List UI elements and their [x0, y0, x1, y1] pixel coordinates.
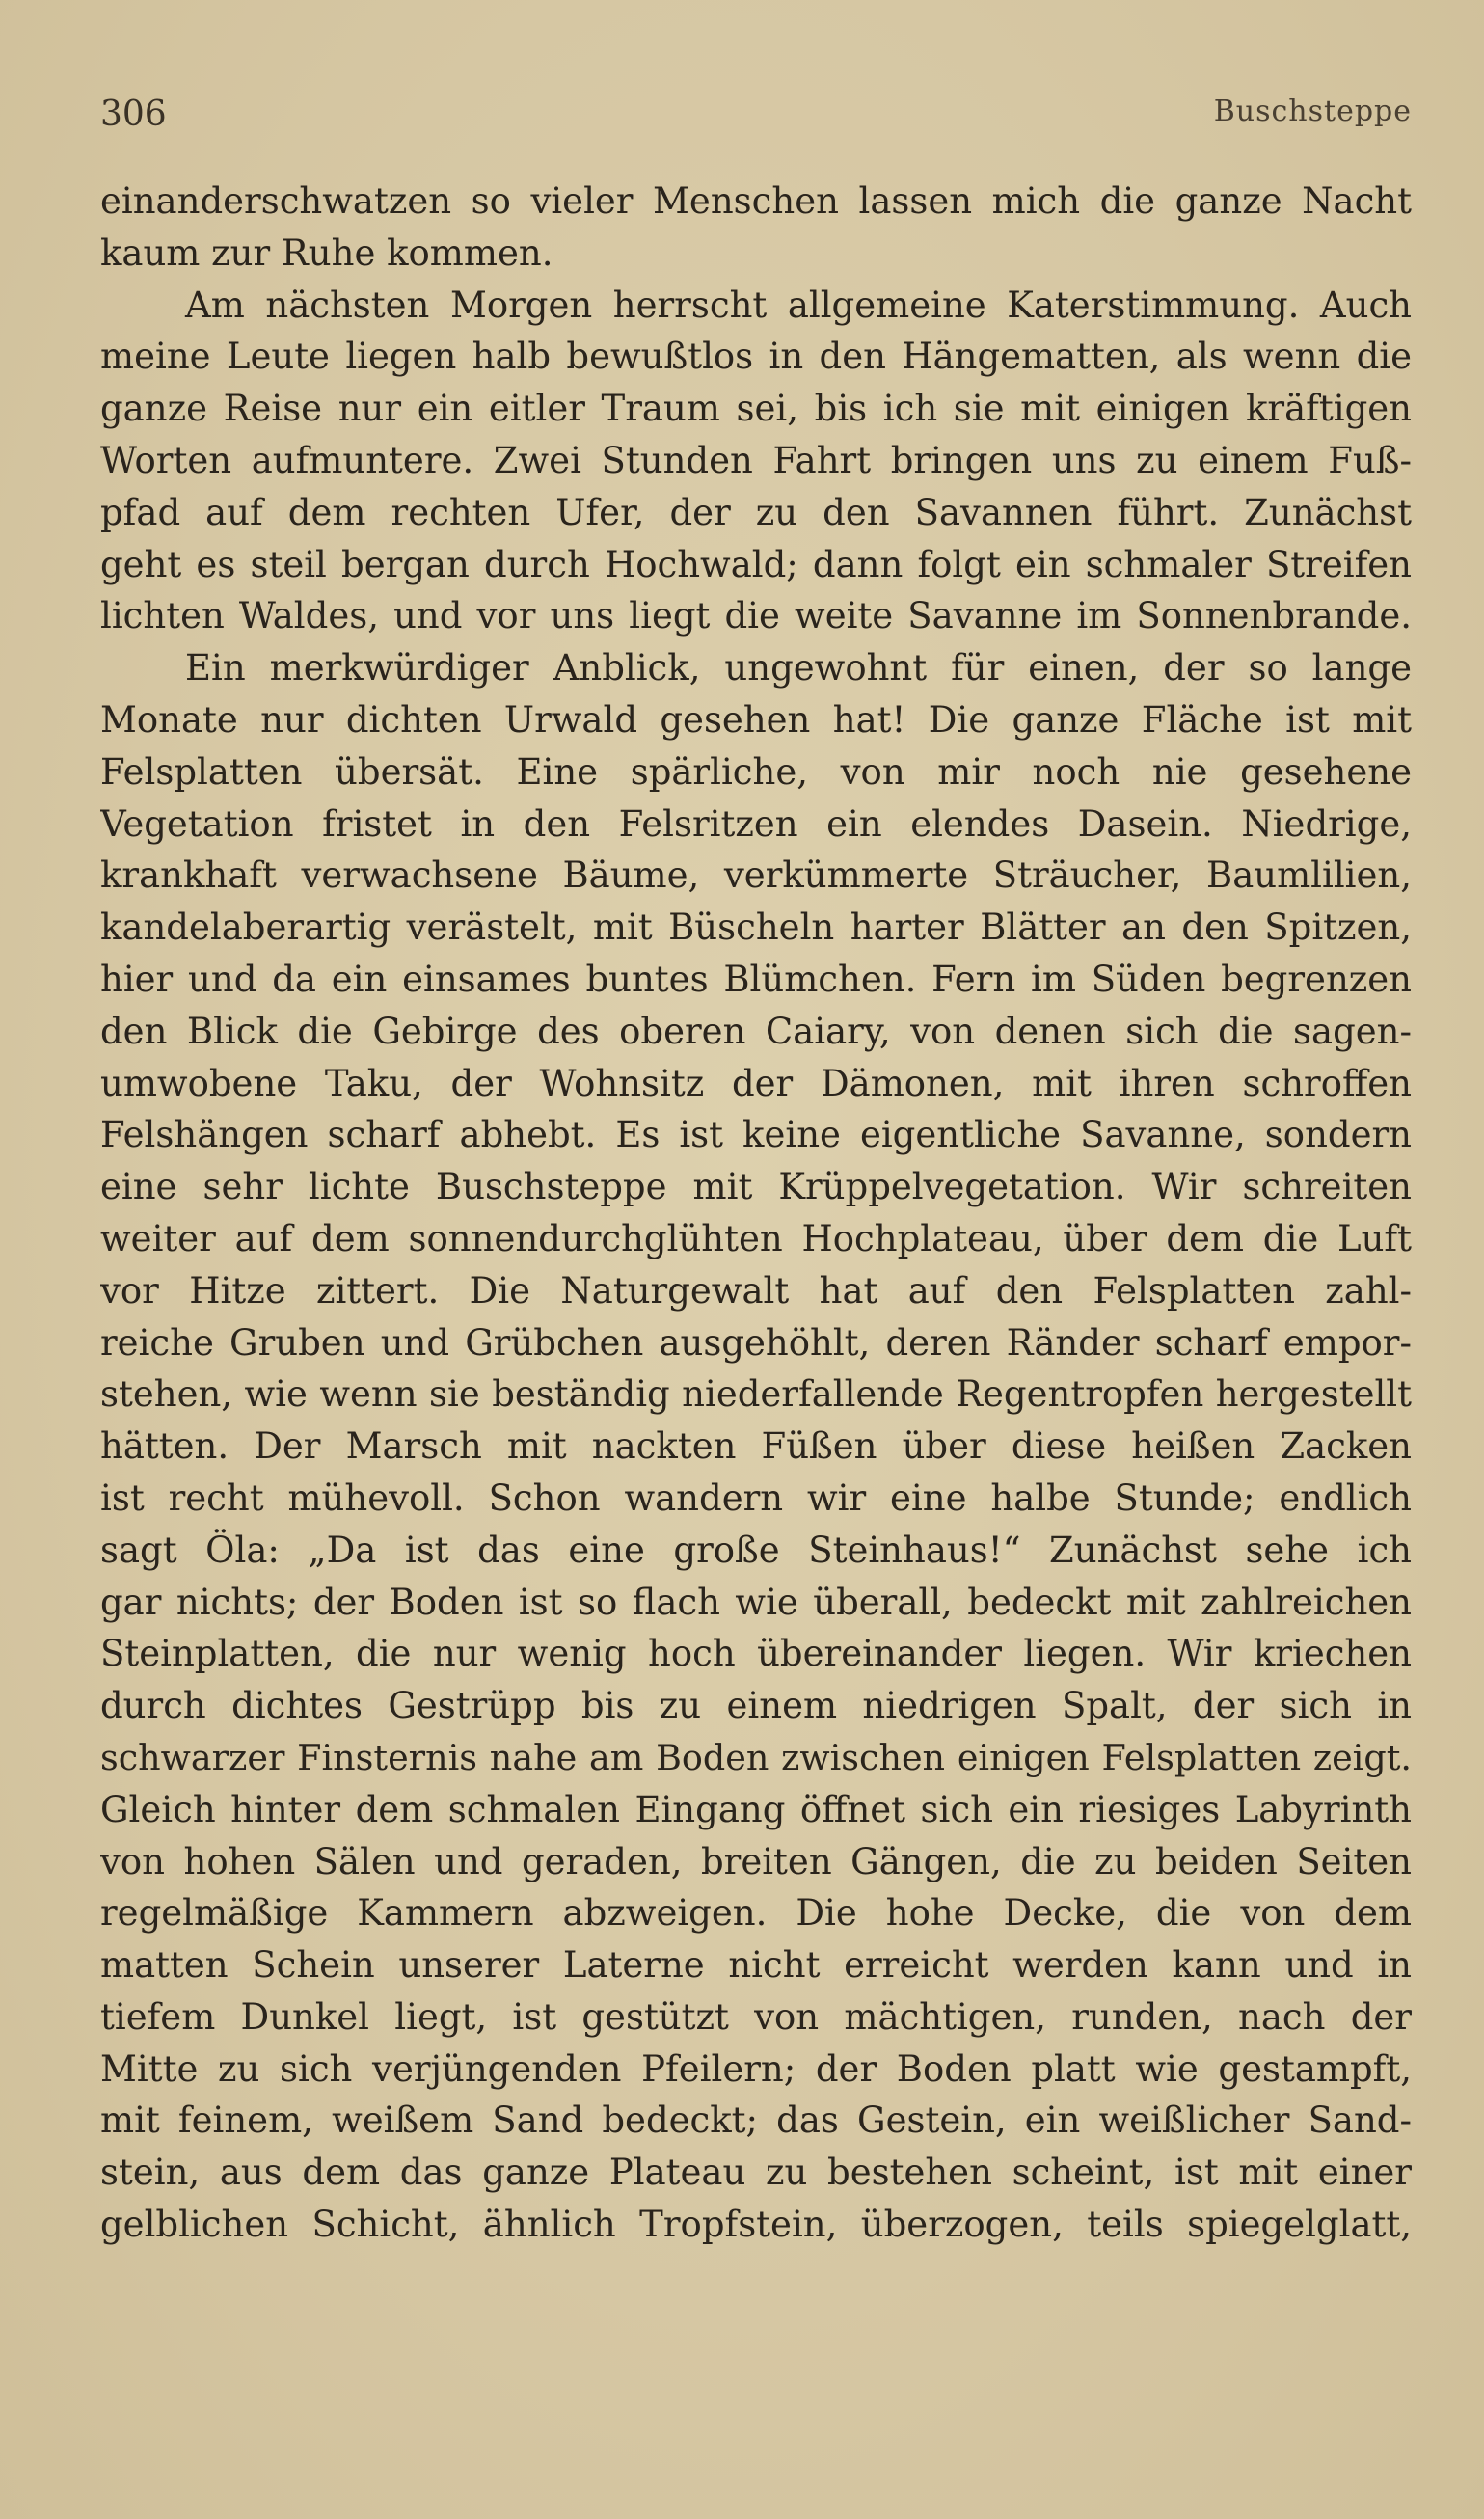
running-head: Buschsteppe [1213, 95, 1412, 128]
body-text [100, 176, 1412, 2251]
page-header [100, 95, 1412, 139]
text-line: kaum zur Ruhe kommen. [100, 231, 553, 274]
text-line: geht es steil bergan durch Hochwald; dann folgt ein schmaler Streifen [100, 543, 1412, 585]
text-line: kandelaberartig verästelt, mit Büscheln harter Blätter an den Spitzen, [100, 907, 1412, 949]
text-line: einanderschwatzen so vieler Menschen lassen mich die ganze Nacht [100, 180, 1412, 222]
text-line: Felshängen scharf abhebt. Es ist keine eigentliche Savanne, sondern [100, 1114, 1412, 1156]
text-line: Vegetation fristet in den Felsritzen ein elendes Dasein. Niedrige, [100, 802, 1412, 845]
text-line: von hohen Sälen und geraden, breiten Gängen, die zu beiden Seiten [100, 1840, 1412, 1882]
text-line: meine Leute liegen halb bewußtlos in den Hängematten, als wenn die [100, 336, 1412, 378]
text-line: stehen, wie wenn sie beständig niederfallende Regentropfen hergestellt [100, 1373, 1412, 1416]
text-line: Steinplatten, die nur wenig hoch übereinander liegen. Wir kriechen [100, 1633, 1412, 1675]
text-line: Monate nur dichten Urwald gesehen hat! Die ganze Fläche ist mit [100, 698, 1412, 741]
text-line: den Blick die Gebirge des oberen Caiary, von denen sich die sagen- [100, 1010, 1412, 1052]
text-line: mit feinem, weißem Sand bedeckt; das Gestein, ein weißlicher Sand- [100, 2099, 1412, 2142]
text-line: weiter auf dem sonnendurchglühten Hochplateau, über dem die Luft [100, 1217, 1412, 1260]
text-line: ganze Reise nur ein eitler Traum sei, bis ich sie mit einigen kräftigen [100, 388, 1412, 430]
text-line: stein, aus dem das ganze Plateau zu bestehen scheint, ist mit einer [100, 2152, 1412, 2194]
text-line: Ein merkwürdiger Anblick, ungewohnt für einen, der so lange [185, 647, 1412, 690]
text-line: Mitte zu sich verjüngenden Pfeilern; der Boden platt wie gestampft, [100, 2047, 1412, 2090]
text-line: Felsplatten übersät. Eine spärliche, von mir noch nie gesehene [100, 750, 1412, 793]
text-line: hier und da ein einsames buntes Blümchen. Fern im Süden begrenzen [100, 958, 1412, 1000]
text-line: reiche Gruben und Grübchen ausgehöhlt, deren Ränder scharf empor- [100, 1321, 1412, 1364]
text-line: ist recht mühevoll. Schon wandern wir eine halbe Stunde; endlich [100, 1476, 1412, 1519]
text-line: Am nächsten Morgen herrscht allgemeine Katerstimmung. Auch [185, 284, 1412, 326]
text-line: tiefem Dunkel liegt, ist gestützt von mächtigen, runden, nach der [100, 1995, 1412, 2038]
text-line: krankhaft verwachsene Bäume, verkümmerte Sträucher, Baumlilien, [100, 854, 1412, 897]
text-line: umwobene Taku, der Wohnsitz der Dämonen, mit ihren schroffen [100, 1062, 1412, 1104]
text-line: pfad auf dem rechten Ufer, der zu den Savannen führt. Zunächst [100, 491, 1412, 533]
page-number: 306 [100, 95, 167, 134]
text-line: durch dichtes Gestrüpp bis zu einem niedrigen Spalt, der sich in [100, 1685, 1412, 1727]
text-line: sagt Öla: „Da ist das eine große Steinhaus!“ Zunächst sehe ich [100, 1529, 1412, 1571]
text-line: hätten. Der Marsch mit nackten Füßen über diese heißen Zacken [100, 1425, 1412, 1468]
text-line: regelmäßige Kammern abzweigen. Die hohe Decke, die von dem [100, 1892, 1412, 1935]
text-line: gelblichen Schicht, ähnlich Tropfstein, überzogen, teils spiegelglatt, [100, 2204, 1412, 2246]
text-line: schwarzer Finsternis nahe am Boden zwischen einigen Felsplatten zeigt. [100, 1736, 1412, 1778]
text-line: vor Hitze zittert. Die Naturgewalt hat auf den Felsplatten zahl- [100, 1269, 1412, 1312]
text-line: eine sehr lichte Buschsteppe mit Krüppelvegetation. Wir schreiten [100, 1166, 1412, 1208]
text-line: gar nichts; der Boden ist so flach wie überall, bedeckt mit zahlreichen [100, 1581, 1412, 1623]
text-line: Worten aufmuntere. Zwei Stunden Fahrt bringen uns zu einem Fuß- [100, 439, 1412, 481]
text-line: Gleich hinter dem schmalen Eingang öffnet sich ein riesiges Labyrinth [100, 1788, 1412, 1830]
text-line: matten Schein unserer Laterne nicht erreicht werden kann und in [100, 1944, 1412, 1987]
text-line: lichten Waldes, und vor uns liegt die weite Savanne im Sonnenbrande. [100, 595, 1412, 637]
